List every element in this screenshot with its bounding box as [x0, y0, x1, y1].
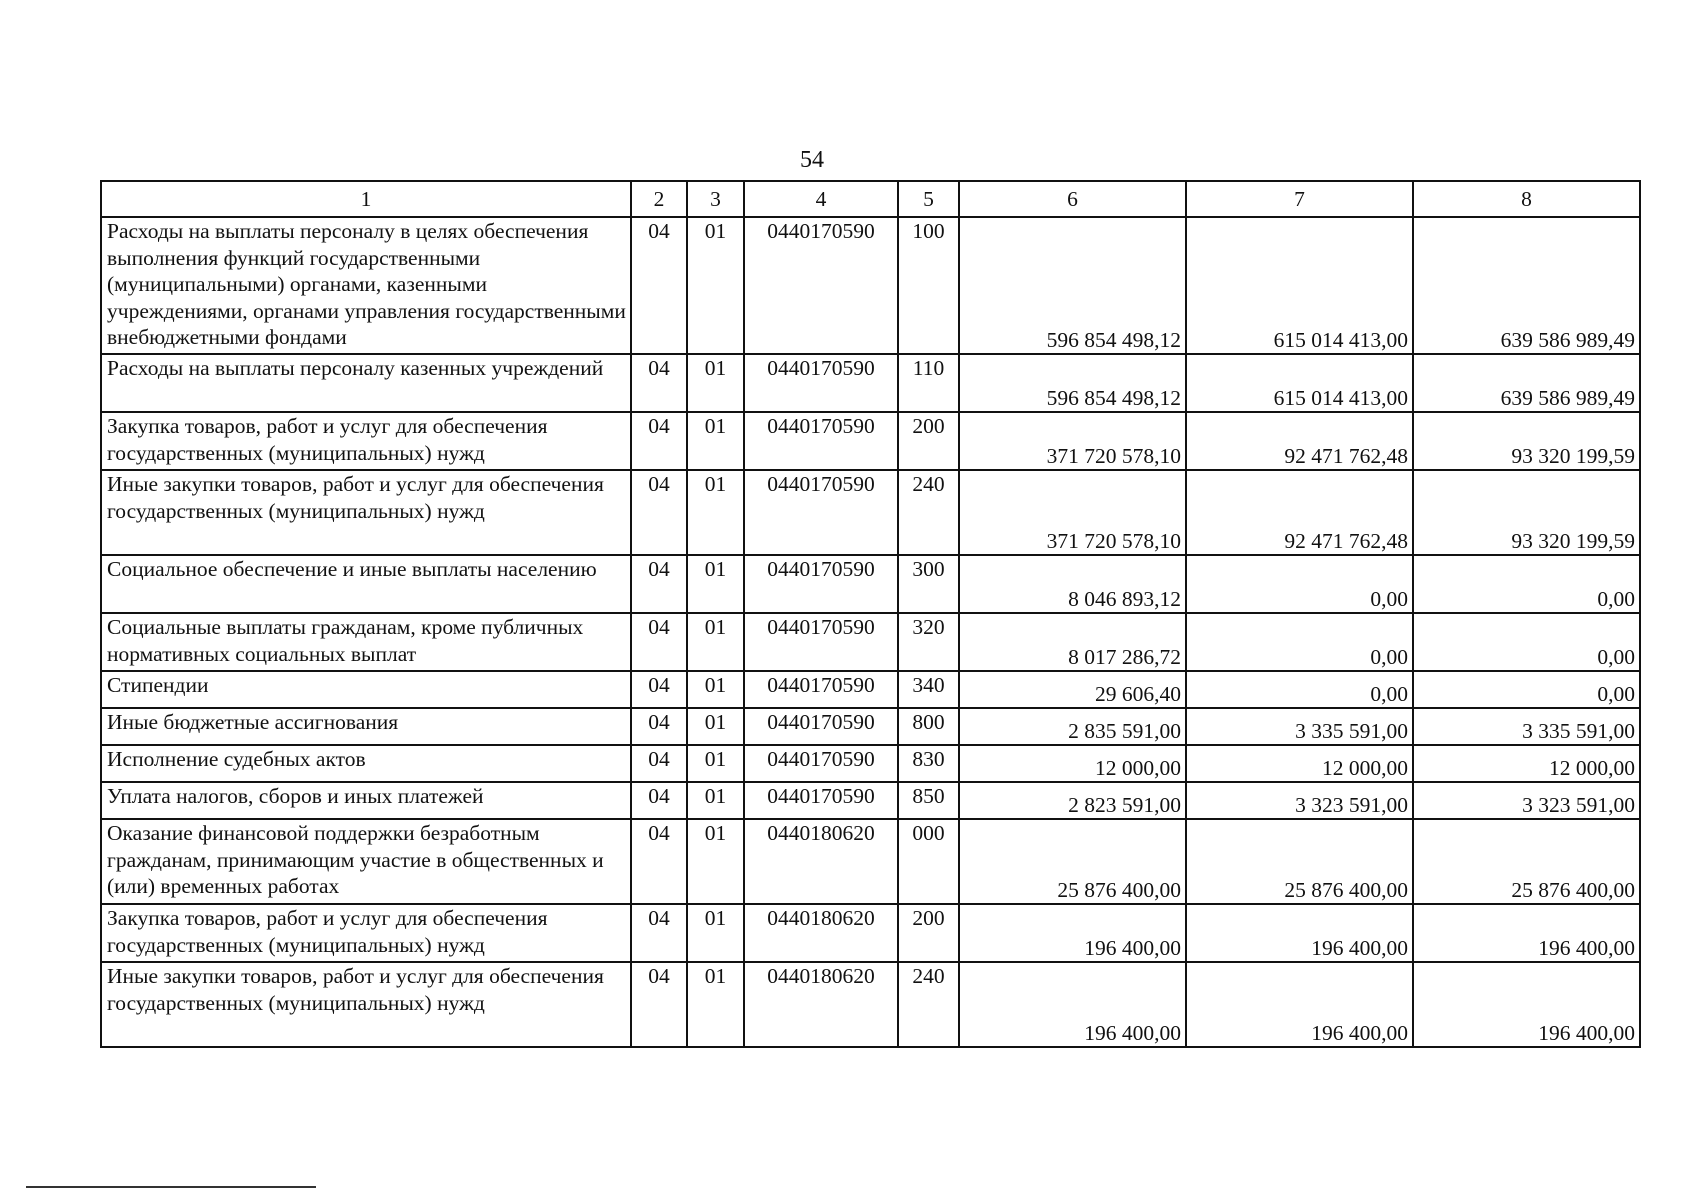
section-code-cell: 04: [631, 354, 687, 412]
expense-type-cell: 100: [898, 217, 959, 354]
expense-name-cell: Закупка товаров, работ и услуг для обеспечения государственных (муниципальных) нужд: [101, 904, 631, 962]
section-code-cell: 04: [631, 671, 687, 708]
section-code-cell: 04: [631, 613, 687, 671]
expense-type-cell: 110: [898, 354, 959, 412]
budget-table: [100, 180, 1641, 1048]
table-row: [101, 745, 1640, 782]
expense-type-cell: 000: [898, 819, 959, 904]
page-number: 54: [800, 147, 824, 173]
header-cell-col-7: 7: [1186, 181, 1413, 217]
section-code-cell: 04: [631, 904, 687, 962]
table-row: [101, 613, 1640, 671]
section-code-cell: 04: [631, 555, 687, 613]
subsection-code-cell: 01: [687, 555, 744, 613]
section-code-cell: 04: [631, 962, 687, 1047]
amount-col-7-cell: 12 000,00: [1186, 745, 1413, 782]
amount-col-7-cell: 92 471 762,48: [1186, 470, 1413, 555]
amount-col-6-cell: 596 854 498,12: [959, 217, 1186, 354]
amount-col-7-cell: 196 400,00: [1186, 904, 1413, 962]
amount-col-6-cell: 8 046 893,12: [959, 555, 1186, 613]
section-code-cell: 04: [631, 745, 687, 782]
table-row: [101, 904, 1640, 962]
subsection-code-cell: 01: [687, 470, 744, 555]
table-row: [101, 470, 1640, 555]
amount-col-7-cell: 0,00: [1186, 613, 1413, 671]
header-cell-col-6: 6: [959, 181, 1186, 217]
target-article-cell: 0440170590: [744, 217, 898, 354]
expense-type-cell: 200: [898, 904, 959, 962]
target-article-cell: 0440170590: [744, 613, 898, 671]
amount-col-6-cell: 12 000,00: [959, 745, 1186, 782]
amount-col-7-cell: 615 014 413,00: [1186, 217, 1413, 354]
expense-name-cell: Расходы на выплаты персоналу в целях обеспечения выполнения функций государственными (муниципальными) органами, казенными учреждениями, органами управления государственными внебюджетными фондами: [101, 217, 631, 354]
table-row: [101, 962, 1640, 1047]
expense-name-cell: Закупка товаров, работ и услуг для обеспечения государственных (муниципальных) нужд: [101, 412, 631, 470]
amount-col-8-cell: 196 400,00: [1413, 962, 1640, 1047]
subsection-code-cell: 01: [687, 782, 744, 819]
amount-col-8-cell: 0,00: [1413, 671, 1640, 708]
table-row: [101, 671, 1640, 708]
amount-col-6-cell: 371 720 578,10: [959, 412, 1186, 470]
subsection-code-cell: 01: [687, 708, 744, 745]
amount-col-6-cell: 2 835 591,00: [959, 708, 1186, 745]
expense-name-cell: Социальные выплаты гражданам, кроме публичных нормативных социальных выплат: [101, 613, 631, 671]
amount-col-8-cell: 3 335 591,00: [1413, 708, 1640, 745]
subsection-code-cell: 01: [687, 962, 744, 1047]
amount-col-8-cell: 639 586 989,49: [1413, 217, 1640, 354]
amount-col-8-cell: 0,00: [1413, 613, 1640, 671]
header-cell-col-2: 2: [631, 181, 687, 217]
target-article-cell: 0440180620: [744, 962, 898, 1047]
expense-type-cell: 340: [898, 671, 959, 708]
table-row: [101, 708, 1640, 745]
amount-col-6-cell: 2 823 591,00: [959, 782, 1186, 819]
expense-name-cell: Иные закупки товаров, работ и услуг для обеспечения государственных (муниципальных) нужд: [101, 470, 631, 555]
amount-col-8-cell: 25 876 400,00: [1413, 819, 1640, 904]
expense-type-cell: 850: [898, 782, 959, 819]
amount-col-8-cell: 0,00: [1413, 555, 1640, 613]
expense-type-cell: 320: [898, 613, 959, 671]
amount-col-6-cell: 596 854 498,12: [959, 354, 1186, 412]
header-cell-col-8: 8: [1413, 181, 1640, 217]
target-article-cell: 0440180620: [744, 819, 898, 904]
expense-name-cell: Оказание финансовой поддержки безработным гражданам, принимающим участие в общественных и (или) временных работах: [101, 819, 631, 904]
amount-col-8-cell: 93 320 199,59: [1413, 412, 1640, 470]
amount-col-7-cell: 25 876 400,00: [1186, 819, 1413, 904]
subsection-code-cell: 01: [687, 354, 744, 412]
amount-col-7-cell: 92 471 762,48: [1186, 412, 1413, 470]
amount-col-8-cell: 639 586 989,49: [1413, 354, 1640, 412]
subsection-code-cell: 01: [687, 819, 744, 904]
amount-col-8-cell: 12 000,00: [1413, 745, 1640, 782]
table-header-row: [101, 181, 1640, 217]
amount-col-6-cell: 196 400,00: [959, 904, 1186, 962]
amount-col-7-cell: 0,00: [1186, 555, 1413, 613]
target-article-cell: 0440170590: [744, 782, 898, 819]
expense-name-cell: Иные бюджетные ассигнования: [101, 708, 631, 745]
subsection-code-cell: 01: [687, 613, 744, 671]
table-row: [101, 354, 1640, 412]
header-cell-col-4: 4: [744, 181, 898, 217]
footnote-separator-line: [26, 1186, 316, 1188]
amount-col-7-cell: 615 014 413,00: [1186, 354, 1413, 412]
section-code-cell: 04: [631, 217, 687, 354]
expense-type-cell: 830: [898, 745, 959, 782]
target-article-cell: 0440170590: [744, 354, 898, 412]
expense-name-cell: Иные закупки товаров, работ и услуг для обеспечения государственных (муниципальных) нужд: [101, 962, 631, 1047]
header-cell-col-3: 3: [687, 181, 744, 217]
amount-col-7-cell: 0,00: [1186, 671, 1413, 708]
target-article-cell: 0440180620: [744, 904, 898, 962]
header-cell-col-5: 5: [898, 181, 959, 217]
expense-name-cell: Социальное обеспечение и иные выплаты населению: [101, 555, 631, 613]
subsection-code-cell: 01: [687, 671, 744, 708]
table-row: [101, 412, 1640, 470]
amount-col-7-cell: 3 323 591,00: [1186, 782, 1413, 819]
amount-col-6-cell: 25 876 400,00: [959, 819, 1186, 904]
subsection-code-cell: 01: [687, 412, 744, 470]
expense-name-cell: Уплата налогов, сборов и иных платежей: [101, 782, 631, 819]
amount-col-7-cell: 3 335 591,00: [1186, 708, 1413, 745]
target-article-cell: 0440170590: [744, 671, 898, 708]
subsection-code-cell: 01: [687, 904, 744, 962]
amount-col-8-cell: 196 400,00: [1413, 904, 1640, 962]
table-row: [101, 217, 1640, 354]
amount-col-6-cell: 29 606,40: [959, 671, 1186, 708]
expense-type-cell: 240: [898, 962, 959, 1047]
expense-type-cell: 300: [898, 555, 959, 613]
amount-col-8-cell: 3 323 591,00: [1413, 782, 1640, 819]
target-article-cell: 0440170590: [744, 412, 898, 470]
table-row: [101, 819, 1640, 904]
expense-name-cell: Стипендии: [101, 671, 631, 708]
amount-col-6-cell: 8 017 286,72: [959, 613, 1186, 671]
section-code-cell: 04: [631, 819, 687, 904]
amount-col-8-cell: 93 320 199,59: [1413, 470, 1640, 555]
section-code-cell: 04: [631, 708, 687, 745]
target-article-cell: 0440170590: [744, 555, 898, 613]
subsection-code-cell: 01: [687, 217, 744, 354]
section-code-cell: 04: [631, 412, 687, 470]
target-article-cell: 0440170590: [744, 470, 898, 555]
section-code-cell: 04: [631, 470, 687, 555]
section-code-cell: 04: [631, 782, 687, 819]
amount-col-7-cell: 196 400,00: [1186, 962, 1413, 1047]
target-article-cell: 0440170590: [744, 708, 898, 745]
expense-name-cell: Исполнение судебных актов: [101, 745, 631, 782]
amount-col-6-cell: 196 400,00: [959, 962, 1186, 1047]
subsection-code-cell: 01: [687, 745, 744, 782]
header-cell-col-1: 1: [101, 181, 631, 217]
amount-col-6-cell: 371 720 578,10: [959, 470, 1186, 555]
table-row: [101, 782, 1640, 819]
expense-type-cell: 240: [898, 470, 959, 555]
expense-type-cell: 800: [898, 708, 959, 745]
table-body: [101, 217, 1640, 1047]
table-row: [101, 555, 1640, 613]
expense-name-cell: Расходы на выплаты персоналу казенных учреждений: [101, 354, 631, 412]
target-article-cell: 0440170590: [744, 745, 898, 782]
expense-type-cell: 200: [898, 412, 959, 470]
